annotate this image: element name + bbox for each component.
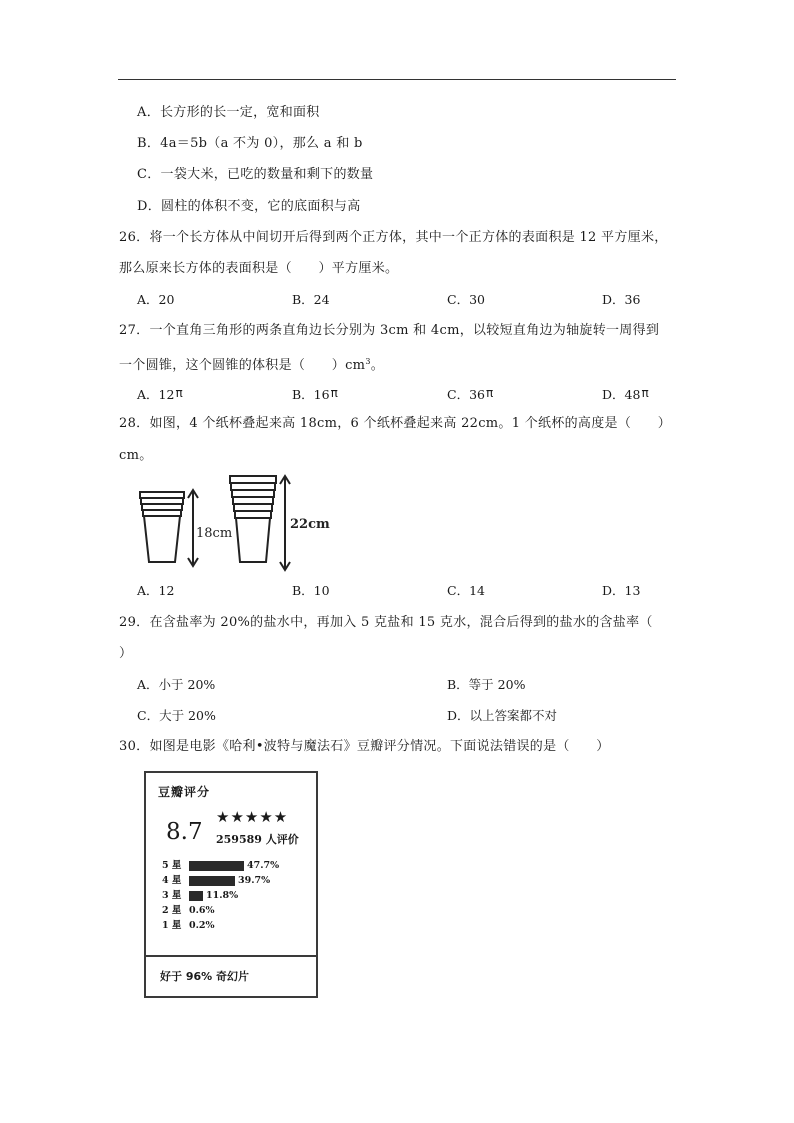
- rating-row-label: 4 星: [162, 875, 182, 886]
- q28-option-c: C．14: [447, 583, 485, 598]
- q26-stem-line1: 26．将一个长方体从中间切开后得到两个正方体，其中一个正方体的表面积是 12 平方厘米，: [119, 230, 668, 245]
- rating-row-bar: [189, 876, 235, 886]
- q26-option-b: B．24: [292, 292, 330, 307]
- q27-option-d: D．48π: [602, 386, 649, 402]
- q25-option-a: A．长方形的长一定，宽和面积: [137, 105, 320, 120]
- rating-score: 8.7: [166, 819, 203, 845]
- rating-divider: [146, 955, 316, 957]
- rating-row-percent: 47.7%: [247, 860, 280, 871]
- q29-option-c: C．大于 20%: [137, 708, 216, 723]
- label-18cm: 18cm: [196, 526, 233, 541]
- q27-option-c: C．36π: [447, 386, 494, 402]
- rating-stars-icon: ★★★★★: [216, 808, 289, 826]
- q29-option-b: B．等于 20%: [447, 677, 526, 692]
- q26-option-a: A．20: [137, 292, 175, 307]
- rating-row-label: 3 星: [162, 890, 182, 901]
- q26-stem-line2: 那么原来长方体的表面积是（ ）平方厘米。: [119, 261, 399, 276]
- q28-option-b: B．10: [292, 583, 330, 598]
- rating-row-bar: [189, 861, 244, 871]
- q25-option-b: B．4a＝5b（a 不为 0），那么 a 和 b: [137, 136, 363, 151]
- rating-row-label: 5 星: [162, 860, 182, 871]
- rating-row-percent: 39.7%: [238, 875, 271, 886]
- rating-row-bar: [189, 891, 203, 901]
- cup-stack-four: [140, 492, 184, 562]
- rating-row-percent: 11.8%: [206, 890, 239, 901]
- cup-stack-six: [230, 476, 276, 562]
- q30-stem-line1: 30．如图是电影《哈利•波特与魔法石》豆瓣评分情况。下面说法错误的是（ ）: [119, 739, 610, 754]
- q25-option-c: C．一袋大米，已吃的数量和剩下的数量: [137, 167, 374, 182]
- douban-rating-card: [144, 771, 318, 998]
- q28-stem-line2: cm。: [119, 448, 153, 463]
- rating-row-percent: 0.2%: [189, 920, 215, 931]
- rating-row-label: 1 星: [162, 920, 182, 931]
- q27-stem-line1: 27．一个直角三角形的两条直角边长分别为 3cm 和 4cm，以较短直角边为轴旋转一周得到: [119, 323, 660, 338]
- q27-stem-line2: 一个圆锥，这个圆锥的体积是（ ）$cm^3$。: [119, 357, 385, 373]
- q26-option-c: C．30: [447, 292, 485, 307]
- q25-option-d: D．圆柱的体积不变，它的底面积与高: [137, 199, 361, 214]
- rating-count: 259589 人评价: [216, 833, 299, 846]
- q29-stem-line1: 29．在含盐率为 20%的盐水中，再加入 5 克盐和 15 克水，混合后得到的盐水的含盐率（: [119, 615, 653, 630]
- q27-option-a: A．12π: [137, 386, 183, 402]
- q28-option-d: D．13: [602, 583, 641, 598]
- rating-row-label: 2 星: [162, 905, 182, 916]
- q29-option-d: D．以上答案都不对: [447, 708, 558, 723]
- q26-option-d: D．36: [602, 292, 641, 307]
- q29-stem-line2: ）: [119, 646, 133, 661]
- q28-option-a: A．12: [137, 583, 175, 598]
- label-22cm: 22cm: [290, 517, 330, 532]
- paper-cups-figure: [130, 470, 350, 580]
- rating-footer: 好于 96% 奇幻片: [160, 970, 249, 983]
- rating-title: 豆瓣评分: [158, 785, 211, 799]
- rating-row-percent: 0.6%: [189, 905, 215, 916]
- q28-stem-line1: 28．如图，4 个纸杯叠起来高 18cm，6 个纸杯叠起来高 22cm。1 个纸杯的高度是（ ）: [119, 416, 672, 431]
- header-rule: [118, 79, 676, 80]
- q29-option-a: A．小于 20%: [137, 677, 216, 692]
- q27-option-b: B．16π: [292, 386, 338, 402]
